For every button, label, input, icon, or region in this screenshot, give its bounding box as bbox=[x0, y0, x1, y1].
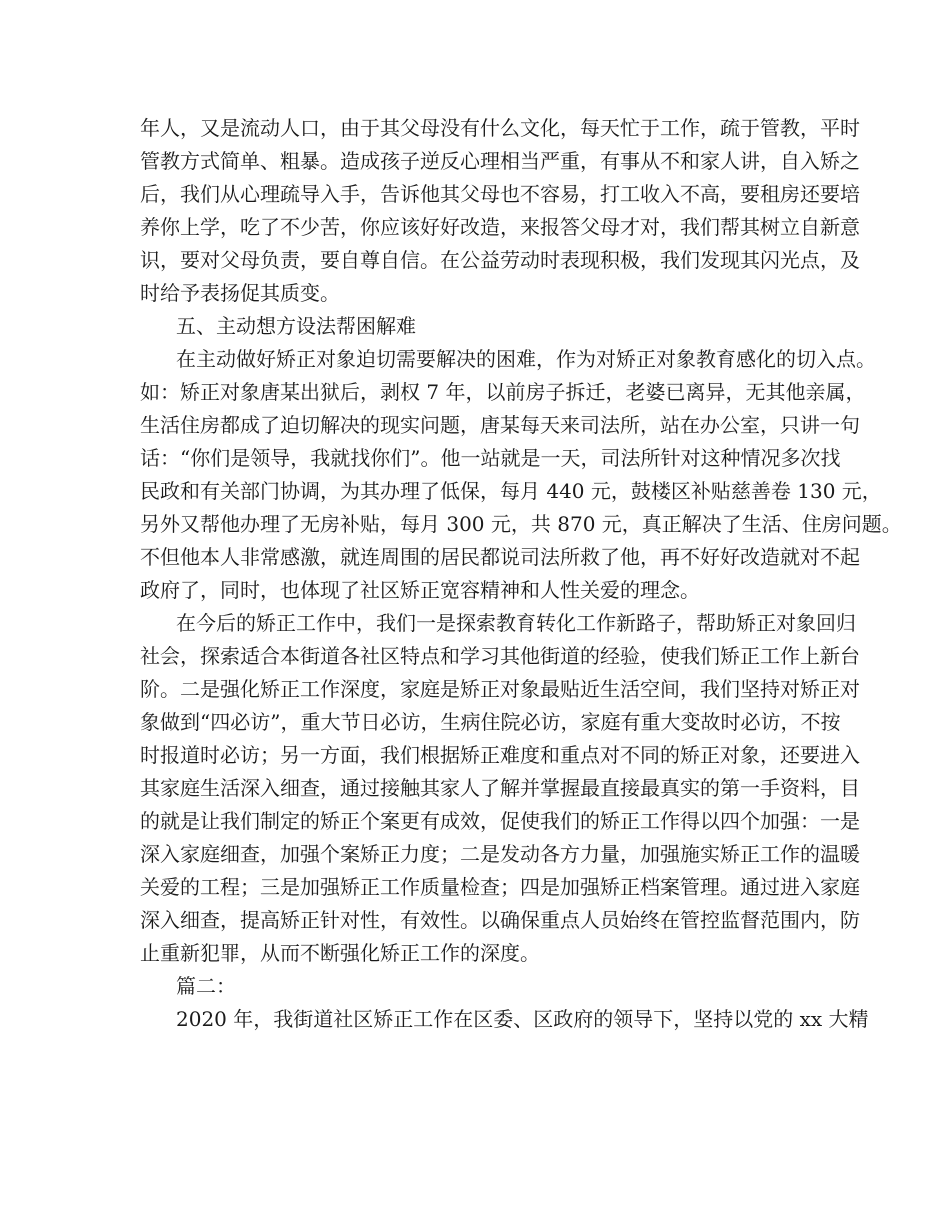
text-line: 另外又帮他办理了无房补贴，每月 300 元，共 870 元，真正解决了生活、住房问题。 bbox=[140, 512, 902, 536]
text-line: 民政和有关部门协调，为其办理了低保，每月 440 元，鼓楼区补贴慈善卷 130 元， bbox=[140, 479, 882, 503]
text-line: 深入家庭细查，加强个案矫正力度；二是发动各方力量，加强施实矫正工作的温暖 bbox=[140, 842, 860, 866]
text-line: 关爱的工程；三是加强矫正工作质量检查；四是加强矫正档案管理。通过进入家庭 bbox=[140, 875, 860, 899]
text-line: 话：“你们是领导，我就找你们”。他一站就是一天，司法所针对这种情况多次找 bbox=[140, 446, 841, 470]
text-line: 在今后的矫正工作中，我们一是探索教育转化工作新路子，帮助矫正对象回归 bbox=[176, 611, 856, 635]
text-line: 的就是让我们制定的矫正个案更有成效，促使我们的矫正工作得以四个加强：一是 bbox=[140, 809, 860, 833]
text-line: 生活住房都成了迫切解决的现实问题，唐某每天来司法所，站在办公室，只讲一句 bbox=[140, 413, 860, 437]
section-heading: 五、主动想方设法帮困解难 bbox=[176, 314, 416, 338]
text-line: 如：矫正对象唐某出狱后，剥权 7 年，以前房子拆迁，老婆已离异，无其他亲属， bbox=[140, 380, 866, 404]
text-line: 不但他本人非常感激，就连周围的居民都说司法所救了他，再不好好改造就对不起 bbox=[140, 545, 860, 569]
text-line: 在主动做好矫正对象迫切需要解决的困难，作为对矫正对象教育感化的切入点。 bbox=[176, 347, 876, 371]
text-line: 阶。二是强化矫正工作深度，家庭是矫正对象最贴近生活空间，我们坚持对矫正对 bbox=[140, 677, 860, 701]
section-heading: 篇二： bbox=[176, 974, 236, 998]
text-line: 其家庭生活深入细查，通过接触其家人了解并掌握最直接最真实的第一手资料，目 bbox=[140, 776, 860, 800]
text-line: 识，要对父母负责，要自尊自信。在公益劳动时表现积极，我们发现其闪光点，及 bbox=[140, 248, 860, 272]
text-line: 政府了，同时，也体现了社区矫正宽容精神和人性关爱的理念。 bbox=[140, 578, 700, 602]
text-line: 养你上学，吃了不少苦，你应该好好改造，来报答父母才对，我们帮其树立自新意 bbox=[140, 215, 860, 239]
text-line: 时报道时必访；另一方面，我们根据矫正难度和重点对不同的矫正对象，还要进入 bbox=[140, 743, 860, 767]
document-body bbox=[140, 112, 902, 1036]
text-line: 止重新犯罪，从而不断强化矫正工作的深度。 bbox=[140, 941, 540, 965]
text-line: 后，我们从心理疏导入手，告诉他其父母也不容易，打工收入不高，要租房还要培 bbox=[140, 182, 860, 206]
text-line: 管教方式简单、粗暴。造成孩子逆反心理相当严重，有事从不和家人讲，自入矫之 bbox=[140, 149, 860, 173]
text-line: 象做到“四必访”，重大节日必访，生病住院必访，家庭有重大变故时必访，不按 bbox=[140, 710, 841, 734]
text-line: 年人，又是流动人口，由于其父母没有什么文化，每天忙于工作，疏于管教，平时 bbox=[140, 116, 860, 140]
text-line: 2020 年，我街道社区矫正工作在区委、区政府的领导下，坚持以党的 xx 大精 bbox=[176, 1007, 869, 1031]
text-line: 时给予表扬促其质变。 bbox=[140, 281, 340, 305]
text-line: 深入细查，提高矫正针对性，有效性。以确保重点人员始终在管控监督范围内，防 bbox=[140, 908, 860, 932]
text-line: 社会，探索适合本街道各社区特点和学习其他街道的经验，使我们矫正工作上新台 bbox=[140, 644, 860, 668]
